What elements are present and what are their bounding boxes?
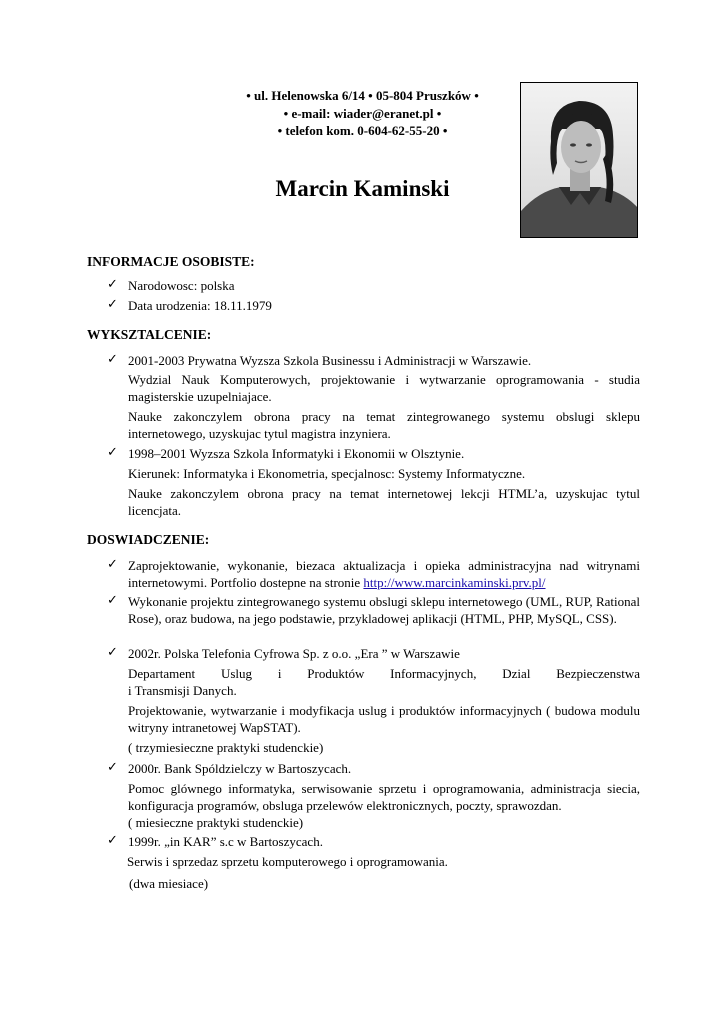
person-name: Marcin Kaminski <box>275 176 450 201</box>
list-item <box>107 645 640 662</box>
check-mark-icon: ✓ <box>107 445 118 460</box>
check-mark-icon: ✓ <box>107 352 118 367</box>
experience-entry-title: 2000r. Bank Spóldzielczy w Bartoszycach. <box>128 761 352 776</box>
experience-entry-text: Zaprojektowanie, wykonanie, biezaca aktualizacja i opieka administracyjna nad witrynami internetowymi. Portfolio dostepne na stronie <box>128 558 640 590</box>
education-detail: Nauke zakonczylem obrona pracy na temat internetowej lekcji HTML’a, uzyskujac tytul licencjata. <box>128 486 640 518</box>
experience-note: ( miesieczne praktyki studenckie) <box>128 815 304 830</box>
experience-dept-line2: i Transmisji Danych. <box>128 683 237 698</box>
section-heading-experience: DOSWIADCZENIE: <box>87 532 210 547</box>
list-item <box>107 277 640 294</box>
contact-block <box>180 87 545 140</box>
section-heading-personal: INFORMACJE OSOBISTE: <box>87 254 255 269</box>
education-detail: Nauke zakonczylem obrona pracy na temat zintegrowanego systemu obslugi sklepu internetowego, uzyskujac tytul magistra inzyniera. <box>128 409 640 441</box>
personal-nationality: Narodowosc: polska <box>128 278 235 293</box>
education-title: 2001-2003 Prywatna Wyzsza Szkola Businessu i Administracji w Warszawie. <box>128 353 532 368</box>
contact-address: • ul. Helenowska 6/14 • 05-804 Pruszków • <box>246 88 479 103</box>
experience-dept-line1: Departament Uslug i Produktów Informacyjnych, Dzial Bezpieczenstwa <box>128 666 640 681</box>
experience-note: (dwa miesiace) <box>129 876 209 891</box>
education-detail: Kierunek: Informatyka i Ekonometria, specjalnosc: Systemy Informatyczne. <box>128 466 526 481</box>
contact-phone: • telefon kom. 0-604-62-55-20 • <box>277 123 448 138</box>
check-mark-icon: ✓ <box>107 833 118 848</box>
list-item <box>107 593 640 627</box>
experience-note: ( trzymiesieczne praktyki studenckie) <box>128 740 324 755</box>
list-item <box>107 297 640 314</box>
experience-entry-text: Wykonanie projektu zintegrowanego systemu obslugi sklepu internetowego (UML, RUP, Rational Rose), oraz budowa, na jego podstawie, przykladowej aplikacji (HTML, PHP, MySQL, CSS). <box>128 594 640 626</box>
check-mark-icon: ✓ <box>107 593 118 608</box>
check-mark-icon: ✓ <box>107 297 118 312</box>
check-mark-icon: ✓ <box>107 645 118 660</box>
profile-photo <box>520 82 638 238</box>
list-item <box>107 445 640 462</box>
list-item <box>107 557 640 591</box>
contact-email: • e-mail: wiader@eranet.pl • <box>283 105 442 121</box>
education-title: 1998–2001 Wyzsza Szkola Informatyki i Ekonomii w Olsztynie. <box>128 446 465 461</box>
check-mark-icon: ✓ <box>107 557 118 572</box>
experience-description: Projektowanie, wytwarzanie i modyfikacja uslug i produktów informacyjnych ( budowa modulu witryny intranetowej WapSTAT). <box>128 703 640 735</box>
list-item <box>107 833 640 850</box>
section-heading-education: WYKSZTALCENIE: <box>87 327 212 342</box>
portfolio-link[interactable]: http://www.marcinkaminski.prv.pl/ <box>363 575 546 590</box>
experience-entry-title: 1999r. „in KAR” s.c w Bartoszycach. <box>128 834 323 849</box>
experience-description: Pomoc glównego informatyka, serwisowanie sprzetu i oprogramowania, administracja siecia, konfiguracja programów, obsluga przelewów elektronicznych, poczty, sprawozdan. <box>128 781 640 813</box>
list-item <box>107 352 640 369</box>
check-mark-icon: ✓ <box>107 277 118 292</box>
experience-entry-title: 2002r. Polska Telefonia Cyfrowa Sp. z o.o. „Era ” w Warszawie <box>128 646 460 661</box>
personal-birthdate: Data urodzenia: 18.11.1979 <box>128 298 272 313</box>
experience-description: Serwis i sprzedaz sprzetu komputerowego i oprogramowania. <box>127 854 448 869</box>
education-detail: Wydzial Nauk Komputerowych, projektowanie i wytwarzanie oprogramowania - studia magisterskie uzupelniajace. <box>128 372 640 404</box>
list-item <box>107 760 640 777</box>
check-mark-icon: ✓ <box>107 760 118 775</box>
